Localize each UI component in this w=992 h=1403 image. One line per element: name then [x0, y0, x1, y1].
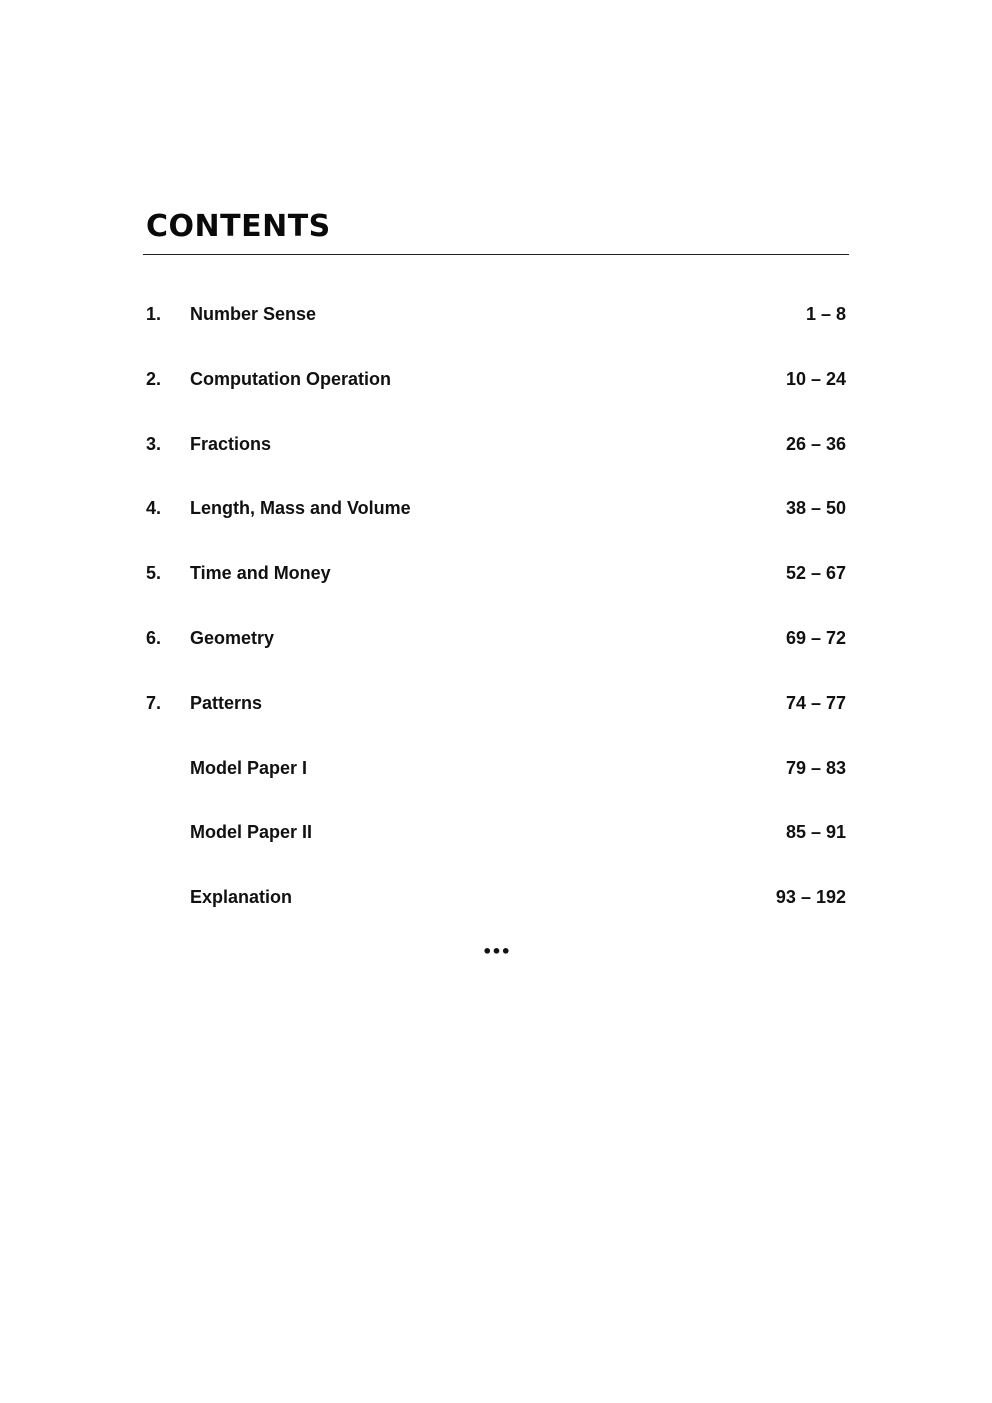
entry-pages: 69 – 72 [785, 627, 846, 648]
toc-entry-fractions [146, 426, 846, 491]
title-divider [143, 254, 849, 255]
page-title: CONTENTS [146, 209, 331, 244]
toc-entry-computation-operation [146, 361, 846, 426]
toc-entry-time-and-money [146, 555, 846, 620]
entry-pages: 1 – 8 [805, 304, 846, 324]
entry-title: Model Paper I [190, 757, 308, 778]
entry-pages: 85 – 91 [785, 822, 846, 843]
toc-entry-explanation [146, 879, 846, 944]
entry-number: 1. [146, 304, 162, 324]
entry-title: Fractions [190, 433, 272, 454]
entry-number: 7. [146, 692, 162, 713]
table-of-contents [146, 296, 846, 944]
toc-entry-patterns [146, 685, 846, 750]
entry-pages: 74 – 77 [785, 692, 846, 713]
entry-title: Geometry [190, 627, 275, 648]
entry-pages: 52 – 67 [785, 563, 846, 584]
toc-entry-number-sense [146, 296, 846, 361]
entry-title: Number Sense [190, 304, 317, 324]
entry-number: 3. [146, 433, 162, 454]
entry-title: Model Paper II [190, 822, 313, 843]
entry-title: Patterns [190, 692, 263, 713]
entry-title: Explanation [190, 887, 293, 908]
entry-number: 2. [146, 368, 162, 389]
entry-number: 6. [146, 627, 162, 648]
entry-pages: 26 – 36 [785, 433, 846, 454]
entry-number: 4. [146, 498, 162, 519]
entry-title: Time and Money [190, 563, 331, 584]
toc-entry-length-mass-volume [146, 490, 846, 555]
toc-entry-model-paper-2 [146, 814, 846, 879]
entry-number: 5. [146, 563, 162, 584]
toc-entry-geometry [146, 620, 846, 685]
entry-title: Computation Operation [190, 368, 391, 389]
end-of-contents-mark: ••• [482, 942, 510, 961]
entry-pages: 93 – 192 [775, 887, 846, 908]
toc-entry-model-paper-1 [146, 750, 846, 815]
entry-pages: 79 – 83 [785, 757, 846, 778]
entry-title: Length, Mass and Volume [190, 498, 411, 519]
entry-pages: 10 – 24 [785, 368, 846, 389]
entry-pages: 38 – 50 [785, 498, 846, 519]
